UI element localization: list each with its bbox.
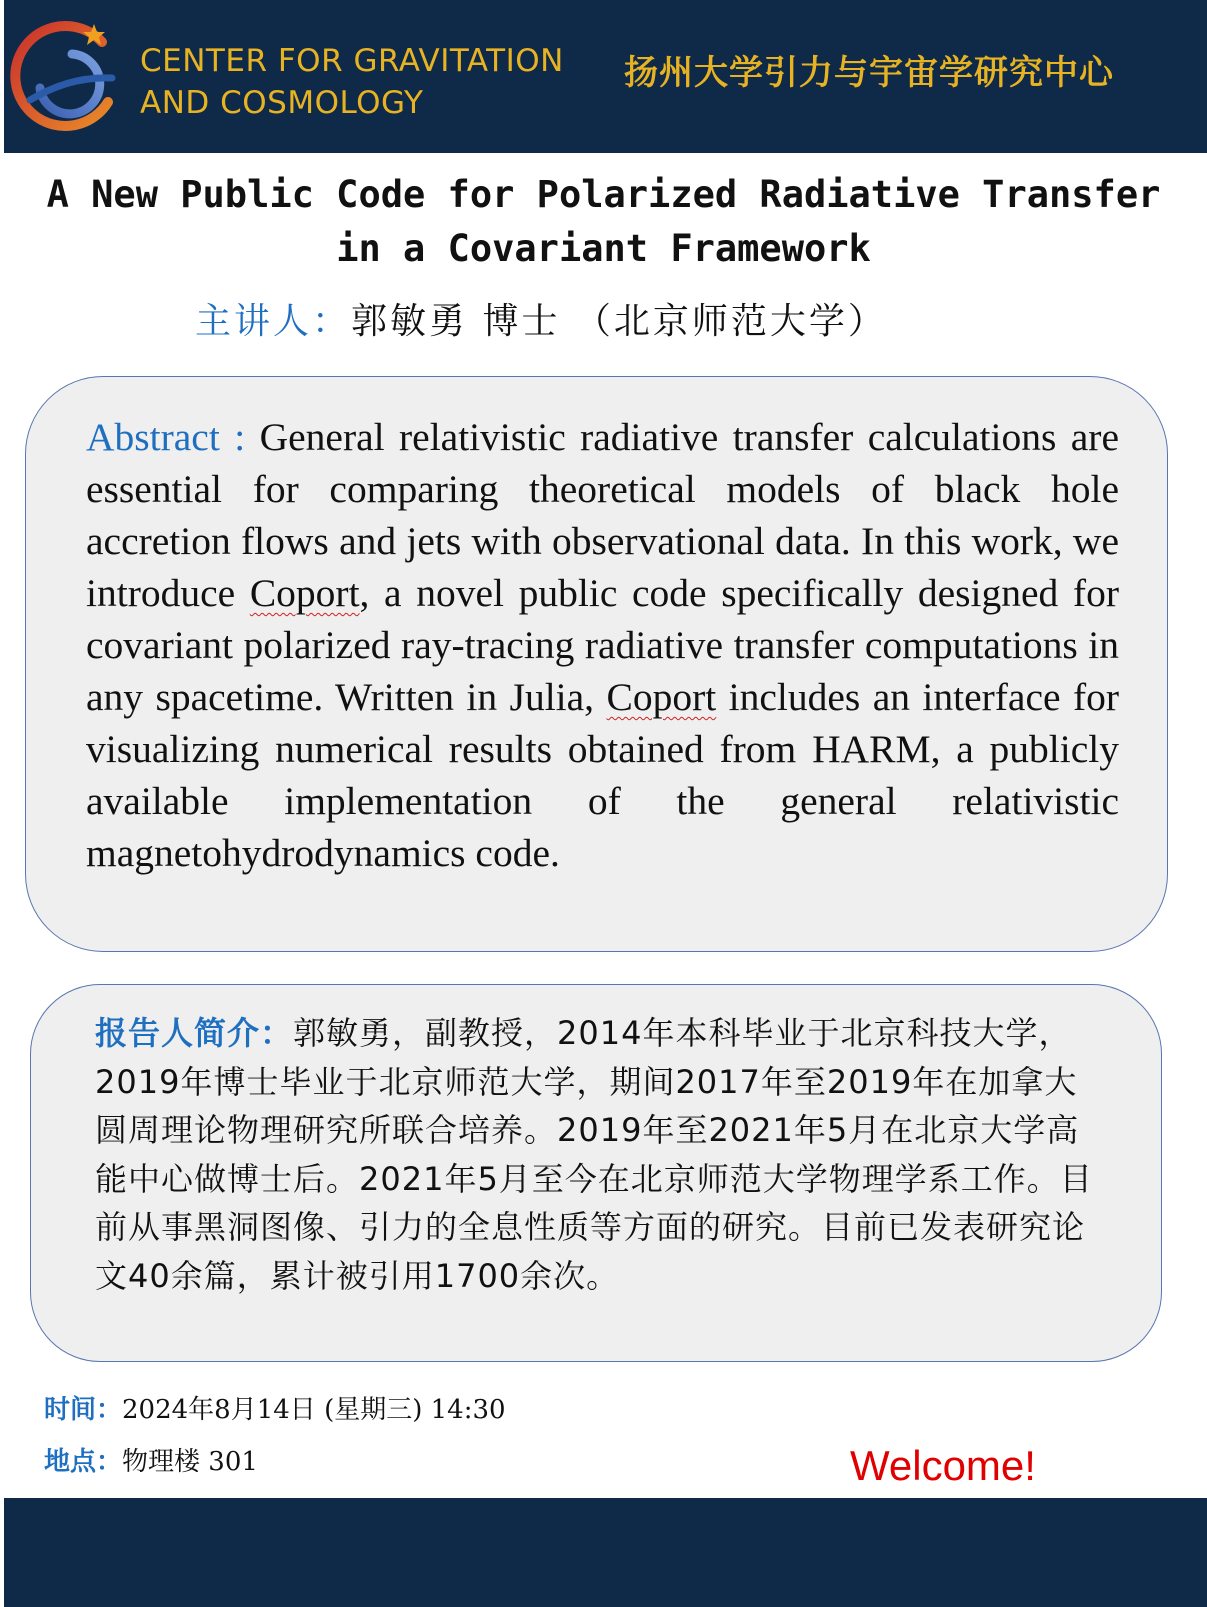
abstract-part2: , a novel public code specifically designed for covariant polarized ray-tracing radiative transfer computations in any spacetime. Written in Julia, (86, 571, 1119, 719)
header-band (4, 0, 1207, 153)
center-name-en (140, 40, 610, 124)
speaker-bio-text (95, 1009, 1095, 1301)
abstract-part3: includes an interface for visualizing numerical results obtained from HARM, a publicly available implementation of the general relativistic magnetohydrodynamics code. (86, 675, 1120, 875)
speaker-value: 郭敏勇 博士 （北京师范大学） (351, 301, 887, 342)
speaker-line (195, 296, 1185, 348)
bio-content: 郭敏勇，副教授，2014年本科毕业于北京科技大学，2019年博士毕业于北京师范大学，期间2017年至2019年在加拿大圆周理论物理研究所联合培养。2019年至2021年5月在北京大学高能中心做博士后。2021年5月至今在北京师范大学物理学系工作。目前从事黑洞图像、引力的全息性质等方面的研究。目前已发表研究论文40余篇，累计被引用1700余次。 (95, 1014, 1093, 1295)
time-value: 2024年8月14日 (星期三) 14:30 (122, 1395, 506, 1425)
bio-label: 报告人简介： (95, 1014, 294, 1052)
talk-title (20, 168, 1187, 276)
abstract-label: Abstract : (86, 415, 246, 459)
speaker-label: 主讲人： (195, 301, 352, 342)
abstract-code-name-2: Coport (606, 675, 717, 719)
center-logo-icon (10, 18, 122, 136)
place-line (44, 1443, 258, 1481)
time-label: 时间： (44, 1395, 123, 1425)
place-label: 地点： (44, 1447, 123, 1477)
footer-band (4, 1498, 1207, 1607)
center-name-line2: AND COSMOLOGY (140, 85, 424, 121)
abstract-box (25, 376, 1168, 952)
abstract-part1: General relativistic radiative transfer calculations are essential for comparing theoretical models of black hole accretion flows and jets with observational data. In this work, we introduce (86, 415, 1119, 615)
center-name-line1: CENTER FOR GRAVITATION (140, 43, 564, 79)
place-value: 物理楼 301 (122, 1447, 258, 1477)
abstract-text (86, 411, 1119, 879)
welcome-text: Welcome! (850, 1442, 1036, 1489)
time-line (44, 1391, 506, 1429)
center-name-cn: 扬州大学引力与宇宙学研究中心 (624, 53, 1114, 93)
speaker-bio-box (30, 984, 1162, 1362)
abstract-code-name: Coport (249, 571, 360, 615)
talk-title-line2: in a Covariant Framework (336, 227, 871, 270)
talk-title-line1: A New Public Code for Polarized Radiative Transfer (46, 173, 1161, 216)
